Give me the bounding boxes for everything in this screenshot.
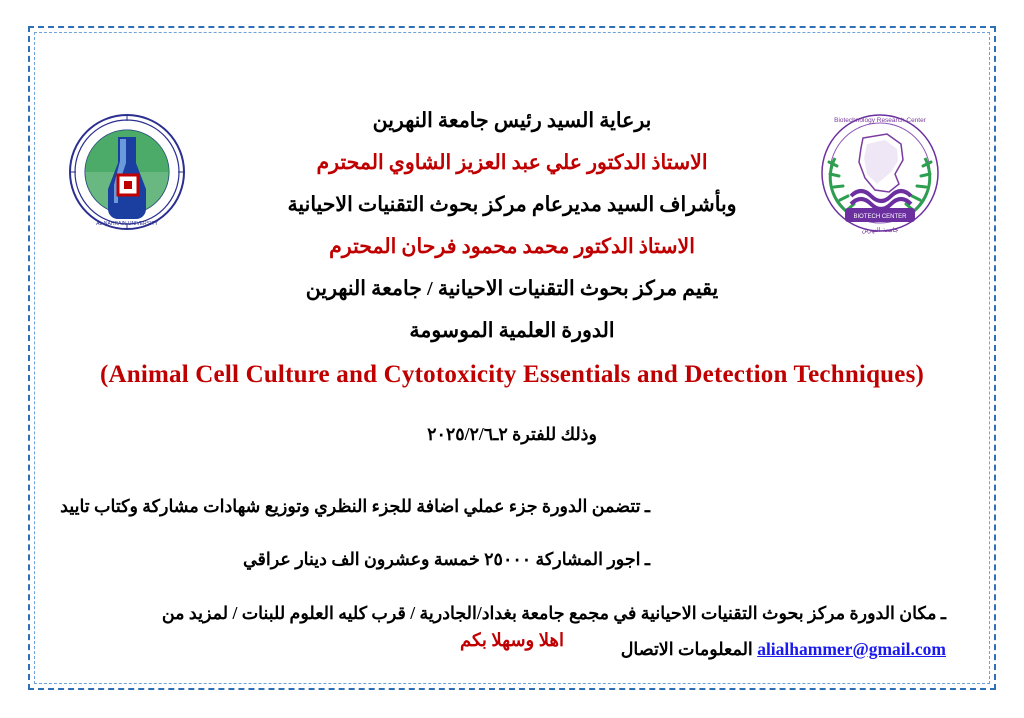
detail-line-practical: ـ تتضمن الدورة جزء عملي اضافة للجزء النظري وتوزيع شهادات مشاركة وكتاب تاييد	[60, 495, 650, 516]
svg-text:BIOTECH CENTER: BIOTECH CENTER	[853, 214, 907, 220]
welcome-line: اهلا وسهلا بكم	[460, 630, 564, 650]
announcement-header	[50, 100, 974, 454]
header-line-organizer: يقيم مركز بحوث التقنيات الاحيانية / جامعة النهرين	[305, 278, 719, 300]
contact-email-link[interactable]: alialhammer@gmail.com	[757, 638, 946, 659]
header-line-president-name: الاستاذ الدكتور علي عبد العزيز الشاوي المحترم	[316, 152, 708, 174]
announcement-details	[50, 470, 970, 684]
header-line-supervision: وبأشراف السيد مديرعام مركز بحوث التقنيات الاحيانية	[287, 194, 737, 216]
svg-text:AL-NAHRAIN UNIVERSITY: AL-NAHRAIN UNIVERSITY	[96, 221, 158, 227]
header-line-director-name: الاستاذ الدكتور محمد محمود فرحان المحترم	[329, 236, 695, 258]
header-line-patronage: برعاية السيد رئيس جامعة النهرين	[372, 110, 652, 132]
course-date-line: وذلك للفترة ٢ـ٢٠٢٥/٢/٦	[427, 424, 597, 444]
location-text-suffix: المعلومات الاتصال	[620, 638, 753, 659]
svg-text:جامعة النهرين: جامعة النهرين	[861, 227, 899, 234]
location-text: ـ مكان الدورة مركز بحوث التقنيات الاحيانية في مجمع جامعة بغداد/الجادرية / قرب كليه العلوم للبنات / لمزيد من	[161, 602, 946, 623]
course-title-english: (Animal Cell Culture and Cytotoxicity Essentials and Detection Techniques)	[99, 361, 925, 388]
header-line-course-label: الدورة العلمية الموسومة	[409, 320, 615, 342]
svg-text:Biotechnology Research Center: Biotechnology Research Center	[834, 117, 926, 124]
detail-line-fee: ـ اجور المشاركة ٢٥٠٠٠ خمسة وعشرون الف دينار عراقي	[242, 549, 650, 569]
